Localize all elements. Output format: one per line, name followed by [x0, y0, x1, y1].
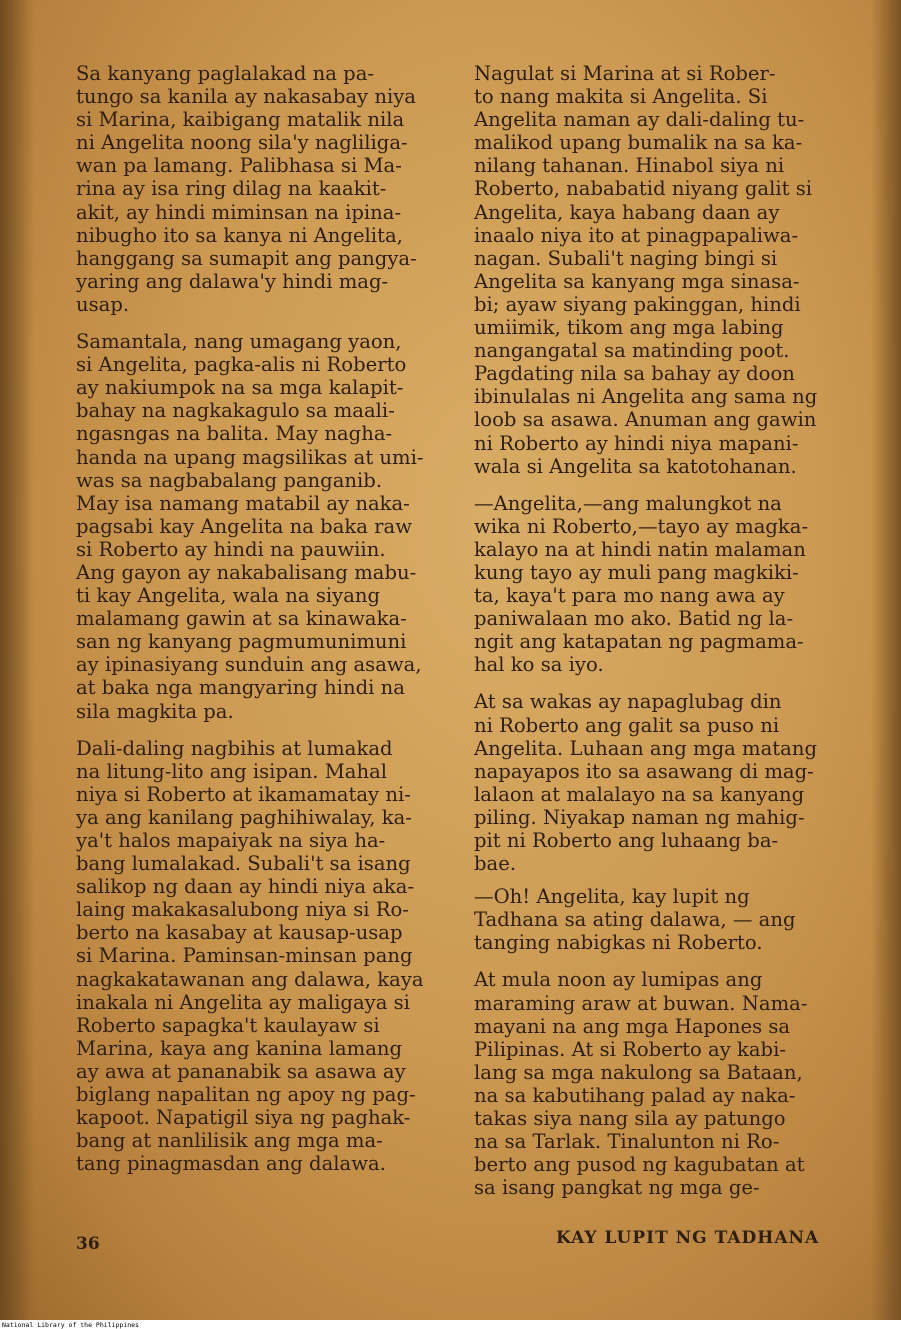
library-credit: National Library of the Philippines: [2, 1321, 139, 1329]
running-title: KAY LUPIT NG TADHANA: [556, 1228, 820, 1248]
paragraph: At mula noon ay lumipas ang maraming araw at buwan. Nama- mayani na ang mga Hapones sa Pilipinas. At si Roberto ay kabi- lang sa mga nakulong sa Bataan, na sa kabutihang palad ay naka- takas siya nang sila ay patungo na sa Tarlak. Tinalunton ni Ro- berto ang pusod ng kagubatan at sa isang pangkat ng mga ge-: [474, 968, 808, 1200]
paragraph: At sa wakas ay napaglubag din ni Roberto ang galit sa puso ni Angelita. Luhaan ang mga matang napayapos ito sa asawang di mag- lalaon at malalayo na sa kanyang piling. Niyakap naman ng mahig- pit ni Roberto ang luhaang ba- bae.: [474, 690, 817, 876]
paragraph: —Angelita,—ang malungkot na wika ni Roberto,—tayo ay magka- kalayo na at hindi natin malaman kung tayo ay muli pang magkiki- ta, kaya't para mo nang awa ay paniwalaan mo ako. Batid ng la- ngit ang katapatan ng pagmama- hal ko sa iyo.: [474, 491, 809, 677]
paragraph: Samantala, nang umagang yaon, si Angelita, pagka-alis ni Roberto ay nakiumpok na sa mga kalapit- bahay na nagkakagulo sa maali- ngasngas na balita. May nagha- handa na upang magsilikas at umi- was sa nagbabalang panganib. May isa namang matabil ay naka- pagsabi kay Angelita na baka raw si Roberto ay hindi na pauwiin. Ang gayon ay nakabalisang mabu- ti kay Angelita, wala na siyang malamang gawin at sa kinawaka- san ng kanyang pagmumunimuni ay ipinasiyang sunduin ang asawa, at baka nga mangyaring hindi na sila magkita pa.: [76, 330, 424, 723]
paragraph: Nagulat si Marina at si Rober- to nang makita si Angelita. Si Angelita naman ay dali-daling tu- malikod upang bumalik na sa ka- nilang tahanan. Hinabol siya ni Roberto, nababatid niyang galit si Angelita, kaya habang daan ay inaalo niya ito at pinagpapaliwa- nagan. Subali't naging bingi si Angelita sa kanyang mga sinasa- bi; ayaw siyang pakinggan, hindi umiimik, tikom ang mga labing nangangatal sa matinding poot. Pagdating nila sa bahay ay doon ibinulalas ni Angelita ang sama ng loob sa asawa. Anuman ang gawin ni Roberto ay hindi niya mapani- wala si Angelita sa katotohanan.: [474, 62, 818, 478]
left-text-column: [76, 62, 450, 1185]
right-text-column: [474, 62, 852, 1209]
page-number: 36: [76, 1234, 100, 1254]
paragraph: Sa kanyang paglalakad na pa- tungo sa kanila ay nakasabay niya si Marina, kaibigang matalik nila ni Angelita noong sila'y nagliliga- wan pa lamang. Palibhasa si Ma- rina ay isa ring dilag na kaakit- akit, ay hindi miminsan na ipina- nibugho ito sa kanya ni Angelita, hanggang sa sumapit ang pangya- yaring ang dalawa'y hindi mag- usap.: [76, 62, 417, 316]
paragraph: Dali-daling nagbihis at lumakad na litung-lito ang isipan. Mahal niya si Roberto at ikamamatay ni- ya ang kanilang paghihiwalay, ka- ya't halos mapaiyak na siya ha- bang lumalakad. Subali't sa isang salikop ng daan ay hindi niya aka- laing makakasalubong niya si Ro- berto na kasabay at kausap-usap si Marina. Paminsan-minsan pang nagkakatawanan ang dalawa, kaya inakala ni Angelita ay maligaya si Roberto sapagka't kaulayaw si Marina, kaya ang kanina lamang ay awa at pananabik sa asawa ay biglang napalitan ng apoy ng pag- kapoot. Napatigil siya ng paghak- bang at nanlilisik ang mga ma- tang pinagmasdan ang dalawa.: [76, 736, 424, 1176]
paragraph: —Oh! Angelita, kay lupit ng Tadhana sa ating dalawa, — ang tanging nabigkas ni Roberto.: [474, 885, 796, 955]
